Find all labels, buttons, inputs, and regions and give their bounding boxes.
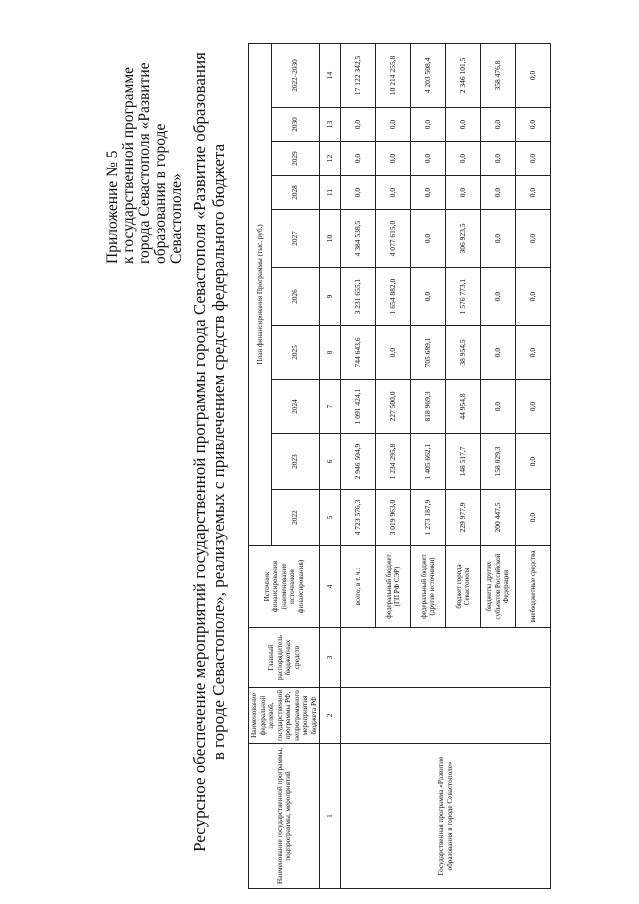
value-cell: 0,0 — [376, 326, 411, 380]
value-cell: 818 969,3 — [411, 380, 446, 434]
value-cell: 0,0 — [446, 176, 481, 210]
column-number: 4 — [320, 546, 341, 628]
value-cell: 0,0 — [481, 108, 516, 142]
value-cell: 0,0 — [341, 142, 376, 176]
funding-source-cell: внебюджетные средства — [516, 546, 551, 628]
header-year: 2028 — [271, 176, 319, 210]
header-budget-manager: Главный распорядитель бюджетных средств — [249, 628, 320, 688]
column-number: 2 — [320, 688, 341, 744]
value-cell: 4 077 615,0 — [376, 210, 411, 268]
value-cell: 0,0 — [481, 210, 516, 268]
document-title — [190, 0, 228, 904]
value-cell: 0,0 — [341, 176, 376, 210]
value-cell: 1 273 187,9 — [411, 490, 446, 546]
appendix-note — [105, 4, 185, 264]
column-number: 8 — [320, 326, 341, 380]
funding-source-cell: всего, в т. ч.: — [341, 546, 376, 628]
value-cell: 0,0 — [516, 268, 551, 326]
funding-source-cell: федеральный бюджет (ГП РФ СЭР) — [376, 546, 411, 628]
value-cell: 0,0 — [481, 142, 516, 176]
value-cell: 0,0 — [516, 210, 551, 268]
value-cell-total: 4 203 508,4 — [411, 43, 446, 107]
header-year: 2025 — [271, 326, 319, 380]
header-program: Наименование государственной программы, подпрограммы, мероприятий — [249, 744, 320, 889]
value-cell: 38 954,5 — [446, 326, 481, 380]
value-cell: 744 643,6 — [341, 326, 376, 380]
value-cell: 0,0 — [411, 142, 446, 176]
funding-source-cell: бюджет города Севастополя — [446, 546, 481, 628]
appendix-line: Севастополе» — [168, 173, 185, 264]
value-cell: 0,0 — [516, 176, 551, 210]
header-federal-program: Наименование федеральной целевой, государственной программы РФ, непрограммного мероприятия бюджета РФ — [249, 688, 320, 744]
value-cell: 200 447,5 — [481, 490, 516, 546]
column-number: 12 — [320, 142, 341, 176]
value-cell: 0,0 — [446, 142, 481, 176]
value-cell: 0,0 — [516, 108, 551, 142]
value-cell: 1 405 662,1 — [411, 434, 446, 490]
program-name-cell: Государственная программа «Развитие образования в городе Севастополе» — [341, 744, 551, 889]
value-cell: 705 689,1 — [411, 326, 446, 380]
column-number: 3 — [320, 628, 341, 688]
value-cell: 306 923,5 — [446, 210, 481, 268]
value-cell: 0,0 — [341, 108, 376, 142]
value-cell: 0,0 — [411, 210, 446, 268]
value-cell: 1 091 424,1 — [341, 380, 376, 434]
header-row-1 — [249, 43, 272, 888]
value-cell: 4 384 538,5 — [341, 210, 376, 268]
header-year: 2027 — [271, 210, 319, 268]
column-number: 7 — [320, 380, 341, 434]
value-cell-total: 10 214 255,8 — [376, 43, 411, 107]
appendix-line: образования в городе — [152, 123, 169, 264]
value-cell: 0,0 — [481, 268, 516, 326]
value-cell: 3 019 963,0 — [376, 490, 411, 546]
funding-table — [248, 43, 551, 889]
column-number: 11 — [320, 176, 341, 210]
header-year: 2023 — [271, 434, 319, 490]
value-cell: 1 576 773,1 — [446, 268, 481, 326]
value-cell: 0,0 — [446, 108, 481, 142]
value-cell-total: 358 476,8 — [481, 43, 516, 107]
column-number: 10 — [320, 210, 341, 268]
header-year-total: 2022–2030 — [271, 43, 319, 107]
value-cell: 1 234 295,8 — [376, 434, 411, 490]
budget-manager-cell — [341, 628, 551, 688]
title-line-1: Ресурсное обеспечение мероприятий государственной программы города Севастополя «Развитие образования — [190, 52, 209, 852]
column-number: 5 — [320, 490, 341, 546]
value-cell: 0,0 — [411, 176, 446, 210]
value-cell: 2 946 504,9 — [341, 434, 376, 490]
header-year: 2029 — [271, 142, 319, 176]
header-year: 2030 — [271, 108, 319, 142]
value-cell: 44 954,8 — [446, 380, 481, 434]
value-cell: 227 500,0 — [376, 380, 411, 434]
funding-source-cell: федеральный бюджет (другие источники) — [411, 546, 446, 628]
value-cell: 158 029,3 — [481, 434, 516, 490]
value-cell: 0,0 — [481, 380, 516, 434]
value-cell: 0,0 — [516, 434, 551, 490]
value-cell: 0,0 — [376, 176, 411, 210]
column-number-row — [320, 43, 341, 888]
value-cell: 0,0 — [516, 326, 551, 380]
value-cell: 1 654 882,0 — [376, 268, 411, 326]
header-funding-plan: План финансирования Программы (тыс. руб.) — [249, 43, 272, 545]
title-line-2: в городе Севастополе», реализуемых с привлечением средств федерального бюджета — [209, 143, 228, 761]
appendix-line: города Севастополя «Развитие — [136, 62, 153, 264]
value-cell: 0,0 — [516, 490, 551, 546]
appendix-line: Приложение № 5 — [104, 150, 121, 264]
column-number: 6 — [320, 434, 341, 490]
funding-source-cell: бюджеты других субъектов Российской Федерации — [481, 546, 516, 628]
header-year: 2026 — [271, 268, 319, 326]
value-cell: 0,0 — [481, 176, 516, 210]
appendix-line: к государственной программе — [120, 66, 137, 264]
table-row-total — [341, 43, 376, 888]
value-cell: 229 977,9 — [446, 490, 481, 546]
federal-program-cell — [341, 688, 551, 744]
column-number: 9 — [320, 268, 341, 326]
header-year: 2022 — [271, 490, 319, 546]
value-cell: 4 723 576,3 — [341, 490, 376, 546]
value-cell: 0,0 — [516, 142, 551, 176]
value-cell-total: 2 346 101,5 — [446, 43, 481, 107]
value-cell: 0,0 — [376, 142, 411, 176]
value-cell: 3 231 655,1 — [341, 268, 376, 326]
column-number: 1 — [320, 744, 341, 889]
column-number: 14 — [320, 43, 341, 107]
value-cell: 0,0 — [376, 108, 411, 142]
header-funding-source: Источник финансирования (наименование источников финансирования) — [249, 546, 320, 628]
value-cell: 0,0 — [516, 380, 551, 434]
value-cell: 0,0 — [411, 108, 446, 142]
column-number: 13 — [320, 108, 341, 142]
value-cell-total: 0,0 — [516, 43, 551, 107]
header-year: 2024 — [271, 380, 319, 434]
value-cell: 0,0 — [481, 326, 516, 380]
value-cell: 0,0 — [411, 268, 446, 326]
value-cell-total: 17 122 342,5 — [341, 43, 376, 107]
value-cell: 148 517,7 — [446, 434, 481, 490]
